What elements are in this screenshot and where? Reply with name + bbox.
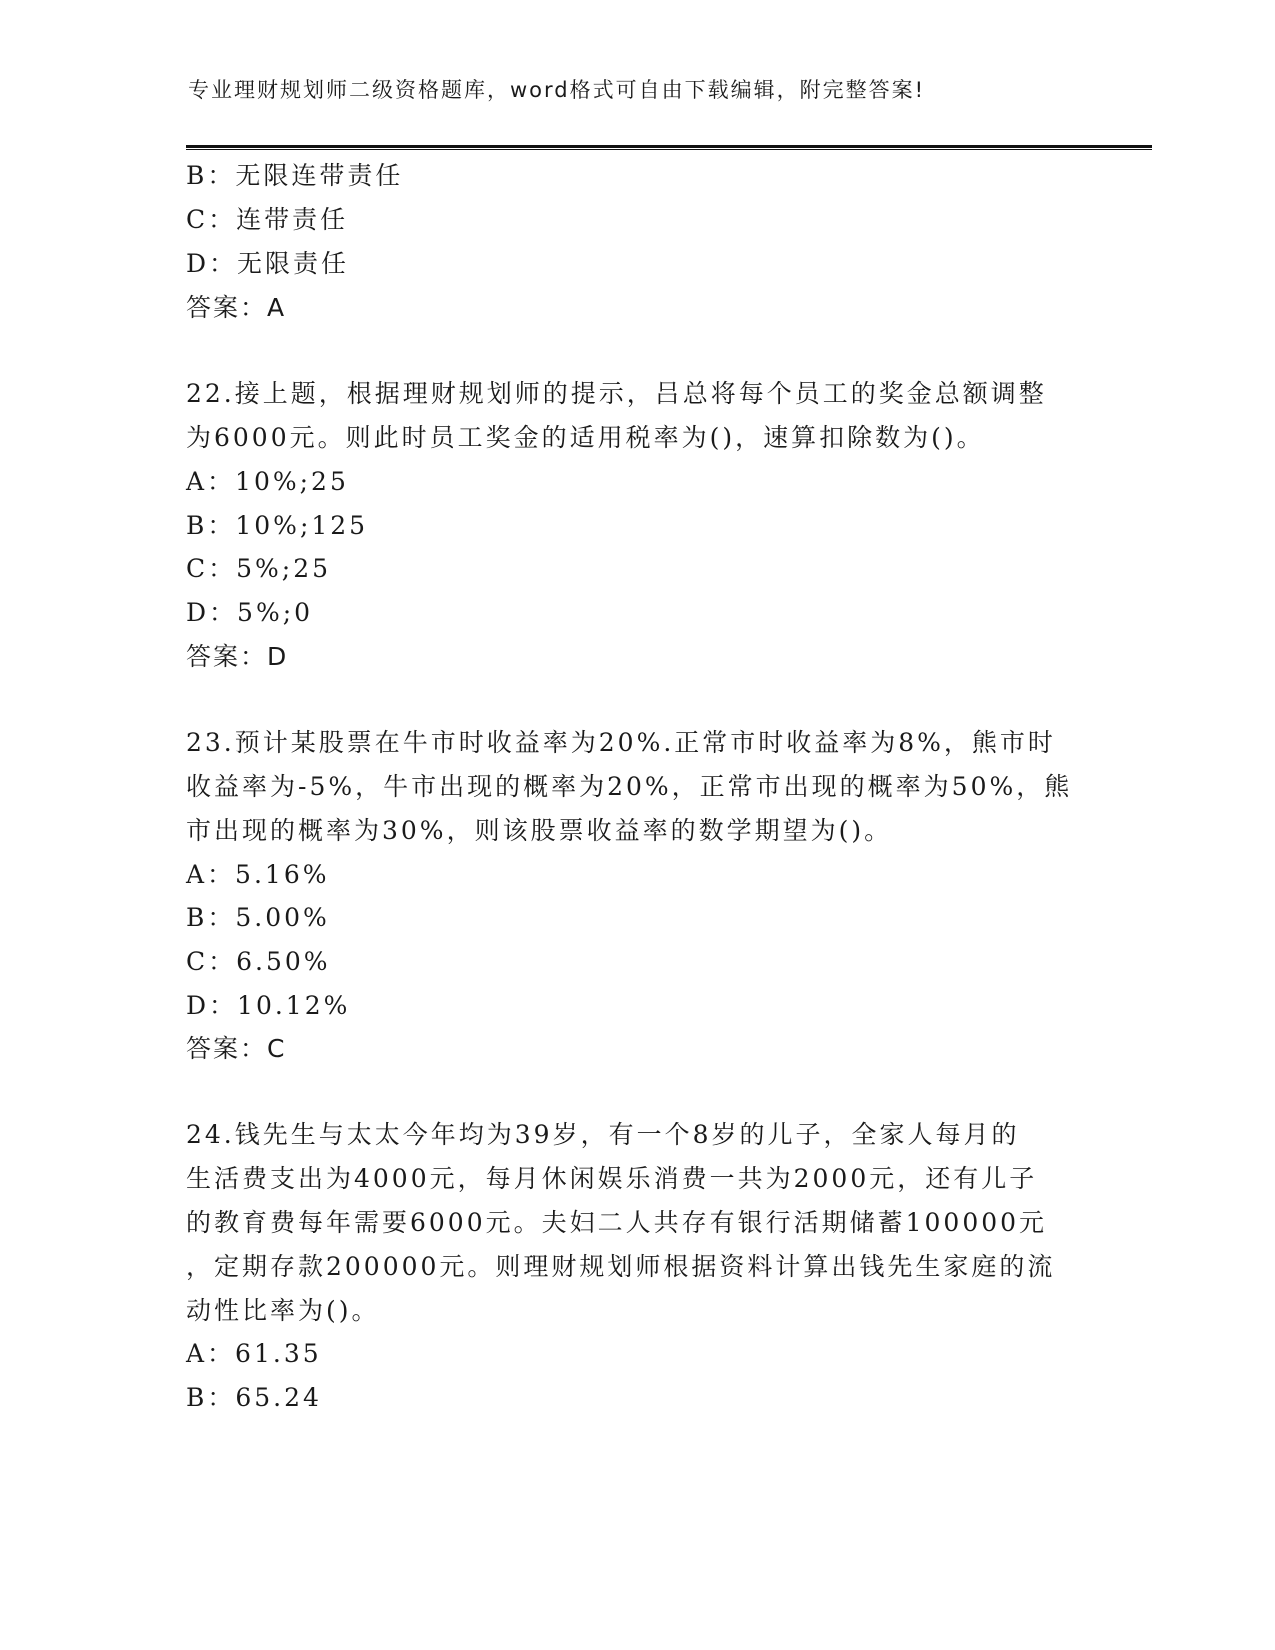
- q21-answer: 答案：A: [186, 293, 287, 322]
- q24-stem-line-3: 的教育费每年需要6000元。夫妇二人共存有银行活期储蓄100000元: [186, 1208, 1048, 1237]
- q22-option-a: A：10%;25: [186, 467, 349, 496]
- q23-stem-line-2: 收益率为-5%，牛市出现的概率为20%，正常市出现的概率为50%，熊: [186, 772, 1073, 801]
- q22-stem-line-2: 为6000元。则此时员工奖金的适用税率为()，速算扣除数为()。: [186, 423, 985, 452]
- q23-stem-line-1: 23.预计某股票在牛市时收益率为20%.正常市时收益率为8%，熊市时: [186, 728, 1056, 757]
- q21-option-d: D：无限责任: [186, 249, 350, 278]
- header-rule: [186, 145, 1152, 150]
- q22-option-d: D：5%;0: [186, 598, 314, 627]
- q24-stem-line-2: 生活费支出为4000元，每月休闲娱乐消费一共为2000元，还有儿子: [186, 1164, 1038, 1193]
- q23-option-a: A：5.16%: [186, 860, 330, 889]
- q22-option-b: B：10%;125: [186, 511, 369, 540]
- q24-stem-line-1: 24.钱先生与太太今年均为39岁，有一个8岁的儿子，全家人每月的: [186, 1120, 1020, 1149]
- q24-option-a: A：61.35: [186, 1339, 322, 1368]
- q23-option-b: B：5.00%: [186, 903, 330, 932]
- q22-answer: 答案：D: [186, 642, 289, 671]
- q23-option-d: D：10.12%: [186, 991, 351, 1020]
- q24-option-b: B：65.24: [186, 1383, 322, 1412]
- q23-answer: 答案：C: [186, 1034, 287, 1063]
- q23-option-c: C：6.50%: [186, 947, 331, 976]
- q24-stem-line-4: ，定期存款200000元。则理财规划师根据资料计算出钱先生家庭的流: [186, 1252, 1056, 1281]
- q21-option-b: B：无限连带责任: [186, 161, 404, 190]
- q22-stem-line-1: 22.接上题，根据理财规划师的提示，吕总将每个员工的奖金总额调整: [186, 379, 1047, 408]
- q23-stem-line-3: 市出现的概率为30%，则该股票收益率的数学期望为()。: [186, 816, 893, 845]
- q24-stem-line-5: 动性比率为()。: [186, 1296, 380, 1325]
- q21-option-c: C：连带责任: [186, 205, 349, 234]
- q22-option-c: C：5%;25: [186, 554, 332, 583]
- page-header: 专业理财规划师二级资格题库，word格式可自由下载编辑，附完整答案!: [188, 78, 926, 102]
